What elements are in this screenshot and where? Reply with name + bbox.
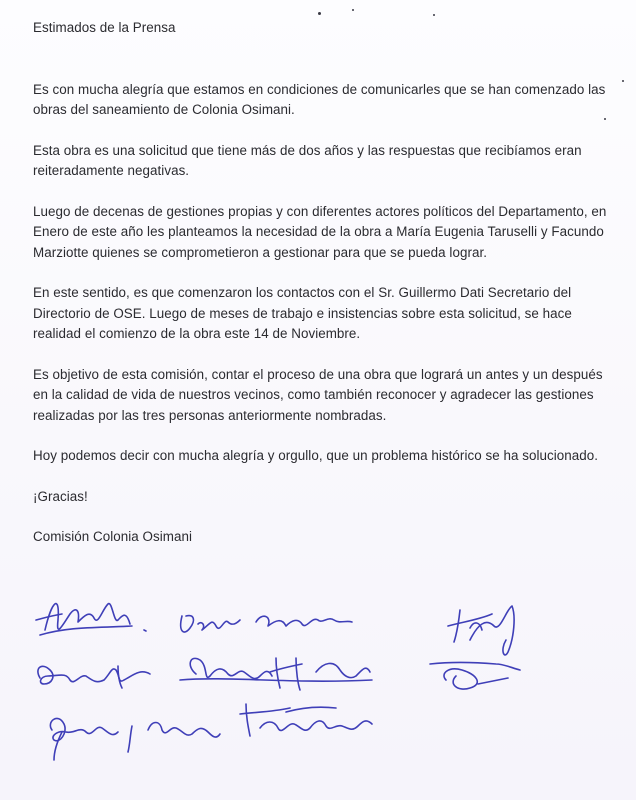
paragraph-line: Marziotte quienes se comprometieron a gestionar para que se pueda lograr. [33,244,487,260]
signature-2 [181,616,352,632]
paragraph-line: En este sentido, es que comenzaron los contactos con el Sr. Guillermo Dati Secretario del [33,285,572,300]
signature-7 [50,718,220,760]
paragraph-line: realidad el comienzo de la obra este 14 de Noviembre. [33,326,361,341]
paper-speck [318,12,321,15]
paragraph-line: Directorio de OSE. Luego de meses de trabajo e insistencias sobre esta solicitud, se hace [33,305,572,321]
greeting: Estimados de la Prensa [33,20,176,35]
paragraph-line: obras del saneamiento de Colonia Osimani. [33,102,295,117]
signature-8 [240,704,372,736]
paragraph-line: Luego de decenas de gestiones propias y con diferentes actores políticos del Departamento, en [33,203,607,219]
thanks-line: ¡Gracias! [33,488,88,504]
paragraph-line: Es con mucha alegría que estamos en condiciones de comunicarles que se han comenzado las [33,81,606,97]
paragraph-line: reiteradamente negativas. [33,163,190,178]
signature-5 [180,658,372,690]
signature-3 [448,606,514,655]
paragraph-line: Hoy podemos decir con mucha alegría y orgullo, que un problema histórico se ha solucionado. [33,448,599,463]
letter-body [33,18,633,548]
paragraph-line: en la calidad de vida de nuestros vecinos, como también reconocer y agradecer las gestiones [33,387,594,402]
signatures-block [0,580,636,800]
paragraph [33,202,633,264]
paragraph [33,80,633,121]
signature-6 [430,663,520,690]
paragraph [33,141,633,182]
signature-4 [38,666,150,688]
paragraph [33,365,633,427]
paragraph-line: Esta obra es una solicitud que tiene más de dos años y las respuestas que recibíamos eran [33,142,582,158]
signatures-image [0,580,636,800]
paper-speck [352,9,354,11]
paragraph [33,446,633,467]
signature-1 [36,604,146,635]
paragraph-line: Enero de este año les planteamos la necesidad de la obra a María Eugenia Taruselli y Facundo [33,224,604,239]
paper-speck [433,14,435,16]
paragraph [33,283,633,345]
paragraph-line: realizadas por las tres personas anteriormente nombradas. [33,407,387,423]
signoff-line: Comisión Colonia Osimani [33,529,192,544]
paragraph-line: Es objetivo de esta comisión, contar el proceso de una obra que logrará un antes y un después [33,366,603,382]
